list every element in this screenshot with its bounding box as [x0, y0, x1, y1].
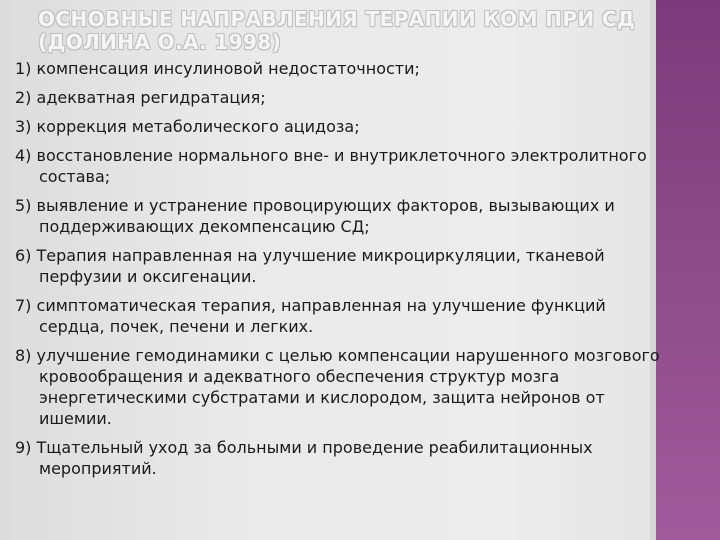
item-number: 6)	[15, 246, 32, 265]
item-number: 2)	[15, 88, 32, 107]
list-item	[15, 87, 675, 108]
slide-title	[38, 8, 638, 54]
item-text: выявление и устранение провоцирующих факторов, вызывающих и поддерживающих декомпенсацию СД;	[36, 196, 615, 236]
list-item	[15, 295, 675, 337]
list-item	[15, 58, 675, 79]
item-text: Терапия направленная на улучшение микроциркуляции, тканевой перфузии и оксигенации.	[36, 246, 605, 286]
item-text: Тщательный уход за больными и проведение реабилитационных мероприятий.	[36, 438, 593, 478]
item-number: 8)	[15, 346, 32, 365]
slide-title-line-2: (ДОЛИНА О.А. 1998)	[38, 30, 282, 54]
item-number: 5)	[15, 196, 32, 215]
therapy-directions-list	[15, 58, 675, 487]
item-text: симптоматическая терапия, направленная на улучшение функций сердца, почек, печени и легких.	[36, 296, 606, 336]
slide-title-line-1: ОСНОВНЫЕ НАПРАВЛЕНИЯ ТЕРАПИИ КОМ ПРИ СД	[38, 7, 636, 31]
item-text: коррекция метаболического ацидоза;	[36, 117, 360, 136]
item-text: компенсация инсулиновой недостаточности;	[36, 59, 420, 78]
item-text: адекватная регидратация;	[36, 88, 266, 107]
list-item	[15, 245, 675, 287]
item-number: 3)	[15, 117, 32, 136]
list-item	[15, 195, 675, 237]
item-number: 4)	[15, 146, 32, 165]
item-text: улучшение гемодинамики с целью компенсации нарушенного мозгового кровообращения и адекватного обеспечения структур мозга энергетическими субстратами и кислородом, защита нейронов от ишемии.	[36, 346, 660, 428]
item-number: 7)	[15, 296, 32, 315]
list-item	[15, 345, 675, 429]
item-text: восстановление нормального вне- и внутриклеточного электролитного состава;	[36, 146, 647, 186]
list-item	[15, 116, 675, 137]
item-number: 1)	[15, 59, 32, 78]
item-number: 9)	[15, 438, 32, 457]
list-item	[15, 437, 675, 479]
list-item	[15, 145, 675, 187]
